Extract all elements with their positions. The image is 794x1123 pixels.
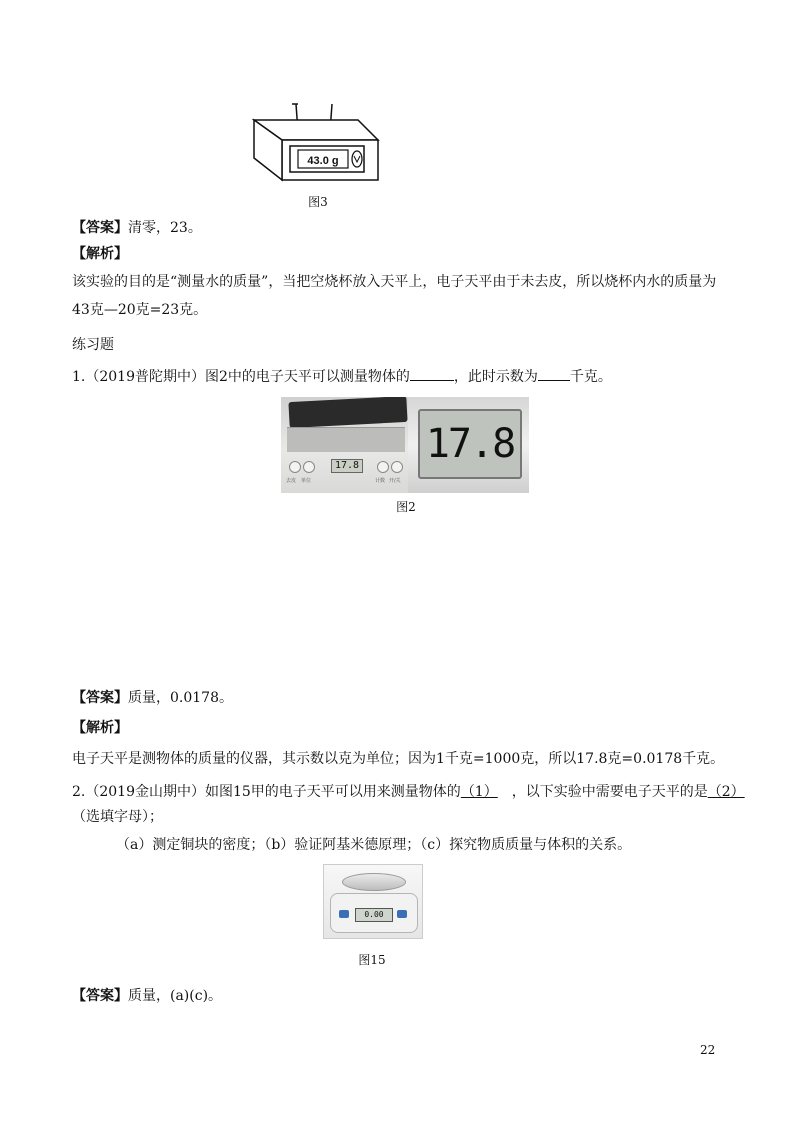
question-1-part3: 千克。: [569, 369, 612, 385]
blank-1: [410, 366, 454, 381]
label-power: 开/关: [389, 478, 401, 484]
unit-button: [303, 461, 315, 473]
scale-small-display: 17.8: [331, 459, 363, 473]
question-1-part1: 1.（2019普陀期中）图2中的电子天平可以测量物体的: [72, 369, 410, 385]
zoomed-lcd-reading: 17.8: [425, 421, 515, 467]
question-2-part2: ，以下实验中需要电子天平的是: [511, 784, 708, 800]
figure15-balance-photo: [323, 864, 423, 939]
exercises-heading: 练习题: [72, 337, 114, 353]
q2-blank-2: （2）: [707, 784, 745, 800]
q2-answer-text: 质量，(a)(c)。: [128, 988, 223, 1004]
analysis-line-2: 43克—20克=23克。: [72, 302, 208, 318]
balance-button-right: [397, 910, 407, 918]
question-2-line2: （选填字母）；: [72, 809, 163, 825]
q2-answer: [72, 986, 222, 1006]
balance-pan: [342, 873, 406, 891]
figure3-caption: 图3: [308, 195, 328, 209]
marker-pen: [288, 397, 407, 428]
label-unit: 单位: [301, 478, 312, 484]
question-1-part2: ，此时示数为: [453, 369, 538, 385]
tare-button: [289, 461, 301, 473]
answer-text: 清零，23。: [128, 220, 202, 236]
blank-2: [538, 366, 570, 381]
figure3-display-reading: 43.0 g: [307, 155, 339, 167]
q1-analysis-text: 电子天平是测物体的质量的仪器，其示数以克为单位；因为1千克=1000克，所以17.8克=0.0178千克。: [72, 751, 725, 767]
question-2: [72, 782, 751, 802]
q2-answer-label: 【答案】: [72, 988, 128, 1004]
q1-answer-label: 【答案】: [72, 690, 128, 706]
figure2-scale-photo: [281, 397, 408, 493]
figure15-caption: 图15: [358, 953, 386, 967]
analysis-label: 【解析】: [72, 246, 128, 262]
label-tare: 去皮: [286, 478, 297, 484]
page-number: 22: [700, 1043, 716, 1057]
answer-block-a: [72, 218, 202, 238]
balance-lcd: 0.00: [355, 908, 393, 922]
q1-answer-text: 质量，0.0178。: [128, 690, 233, 706]
count-button: [377, 461, 389, 473]
figure2-caption: 图2: [396, 500, 416, 514]
q2-blank-1: （1）: [460, 784, 498, 800]
q1-analysis-label: 【解析】: [72, 720, 128, 736]
zoomed-lcd: [418, 409, 522, 479]
answer-label: 【答案】: [72, 220, 128, 236]
balance-body: [330, 893, 418, 933]
q1-answer: [72, 688, 233, 708]
label-count: 计数: [375, 478, 386, 484]
balance-button-left: [339, 910, 349, 918]
power-button: [391, 461, 403, 473]
figure2-display-zoom: [408, 397, 529, 493]
analysis-line-1: 该实验的目的是“测量水的质量”，当把空烧杯放入天平上，电子天平由于未去皮，所以烧杯内水的质量为: [72, 274, 717, 290]
question-1: [72, 366, 612, 387]
question-2-part1: 2.（2019金山期中）如图15甲的电子天平可以用来测量物体的: [72, 784, 461, 800]
question-2-options: （a）测定铜块的密度；（b）验证阿基米德原理；（c）探究物质质量与体积的关系。: [116, 837, 632, 853]
scale-platform: [287, 427, 405, 452]
figure3-balance-drawing: [248, 100, 380, 188]
